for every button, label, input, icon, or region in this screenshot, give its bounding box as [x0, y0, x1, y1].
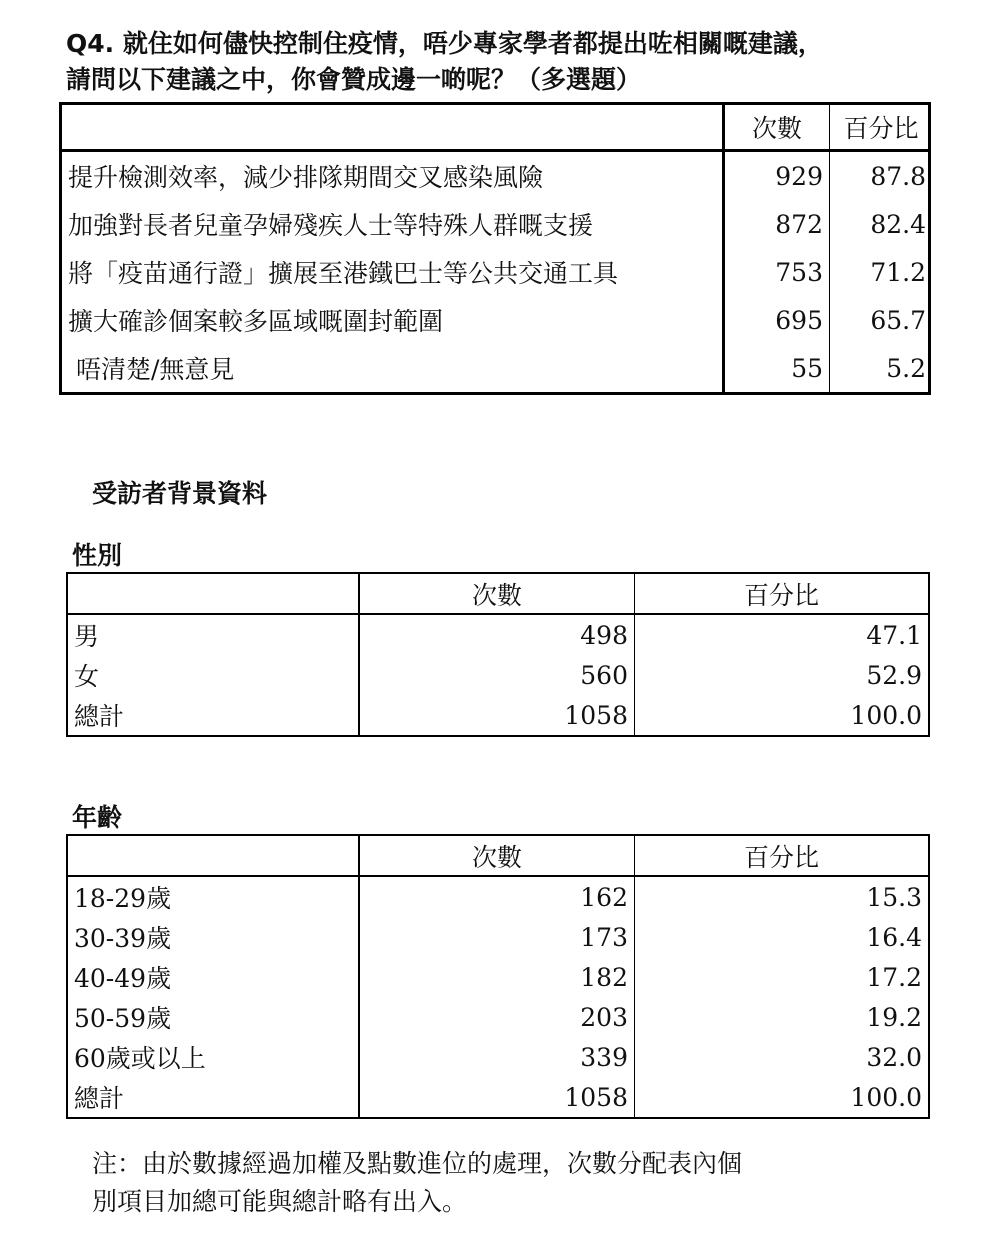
gender-table	[66, 572, 930, 737]
row-count: 173	[359, 917, 635, 957]
row-label: 女	[67, 655, 359, 695]
row-label: 18-29歲	[67, 876, 359, 917]
row-label: 40-49歲	[67, 957, 359, 997]
row-count: 929	[724, 151, 830, 201]
row-label: 50-59歲	[67, 997, 359, 1037]
table-header-row	[67, 835, 929, 876]
row-count: 162	[359, 876, 635, 917]
row-count: 560	[359, 655, 635, 695]
row-count: 498	[359, 614, 635, 655]
row-percent: 71.2	[870, 257, 926, 287]
row-count: 695	[724, 296, 830, 344]
table-row	[67, 695, 929, 736]
table-row	[61, 151, 930, 201]
age-table	[66, 834, 930, 1119]
table-row	[67, 957, 929, 997]
row-count: 339	[359, 1037, 635, 1077]
row-label: 30-39歲	[67, 917, 359, 957]
row-count: 753	[724, 248, 830, 296]
row-count: 1058	[359, 1077, 635, 1118]
background-section-title: 受訪者背景資料	[92, 479, 268, 508]
table-row	[67, 876, 929, 917]
gender-section-title: 性別	[72, 541, 123, 570]
row-percent: 100.0	[850, 1082, 922, 1112]
table-row	[61, 344, 930, 394]
footnote-line-2: 別項目加總可能與總計略有出入。	[92, 1187, 468, 1216]
table-row	[67, 917, 929, 957]
header-label	[61, 104, 724, 151]
row-count: 203	[359, 997, 635, 1037]
row-count: 872	[724, 200, 830, 248]
table-row	[67, 1077, 929, 1118]
table-row	[67, 997, 929, 1037]
table-row	[61, 200, 930, 248]
row-label: 唔清楚/無意見	[61, 344, 724, 394]
header-percent: 百分比	[635, 835, 930, 876]
row-percent: 17.2	[866, 962, 922, 992]
footnote-line-1: 注：由於數據經過加權及點數進位的處理，次數分配表內個	[92, 1149, 743, 1178]
row-percent: 87.8	[870, 161, 926, 191]
table-header-row	[61, 104, 930, 151]
row-count: 182	[359, 957, 635, 997]
row-label: 總計	[67, 695, 359, 736]
q4-results-table	[59, 102, 931, 395]
header-count: 次數	[359, 573, 635, 614]
row-count: 1058	[359, 695, 635, 736]
question-line-1: Q4. 就住如何儘快控制住疫情，唔少專家學者都提出咗相關嘅建議，	[66, 29, 823, 58]
header-label	[67, 573, 359, 614]
row-percent: 16.4	[866, 922, 922, 952]
question-title	[66, 26, 946, 98]
table-row	[67, 1037, 929, 1077]
header-count: 次數	[359, 835, 635, 876]
row-percent: 15.3	[866, 882, 922, 912]
row-percent: 65.7	[870, 305, 926, 335]
row-percent: 5.2	[886, 353, 926, 383]
table-row	[67, 614, 929, 655]
question-line-2: 請問以下建議之中，你會贊成邊一啲呢？（多選題）	[66, 65, 642, 94]
row-label: 擴大確診個案較多區域嘅圍封範圍	[61, 296, 724, 344]
row-label: 男	[67, 614, 359, 655]
footnote	[92, 1145, 932, 1221]
table-row	[67, 655, 929, 695]
row-label: 加強對長者兒童孕婦殘疾人士等特殊人群嘅支援	[61, 200, 724, 248]
row-percent: 47.1	[866, 620, 922, 650]
age-section-title: 年齡	[72, 803, 123, 832]
row-percent: 52.9	[866, 660, 922, 690]
header-percent: 百分比	[635, 573, 930, 614]
row-percent: 82.4	[870, 209, 926, 239]
row-percent: 19.2	[866, 1002, 922, 1032]
header-label	[67, 835, 359, 876]
table-row	[61, 248, 930, 296]
row-label: 總計	[67, 1077, 359, 1118]
row-percent: 32.0	[866, 1042, 922, 1072]
row-label: 將「疫苗通行證」擴展至港鐵巴士等公共交通工具	[61, 248, 724, 296]
table-row	[61, 296, 930, 344]
header-percent: 百分比	[830, 104, 930, 151]
row-label: 60歲或以上	[67, 1037, 359, 1077]
row-count: 55	[724, 344, 830, 394]
row-label: 提升檢測效率，減少排隊期間交叉感染風險	[61, 151, 724, 201]
table-header-row	[67, 573, 929, 614]
header-count: 次數	[724, 104, 830, 151]
row-percent: 100.0	[850, 700, 922, 730]
